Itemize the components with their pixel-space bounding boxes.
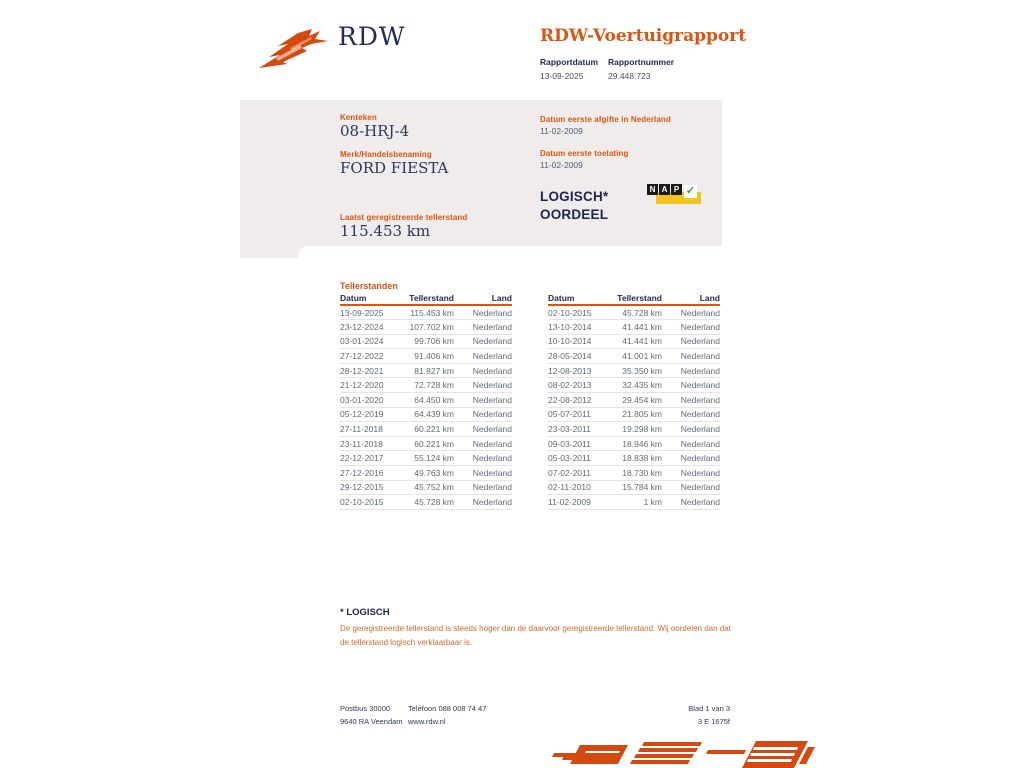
table-row: [340, 436, 512, 451]
tellerstand-cell: 49.763 km: [404, 466, 454, 481]
column-header-datum: Datum: [340, 292, 404, 305]
datum-cell: 05-03-2011: [548, 451, 612, 466]
table-row: [548, 480, 720, 495]
kenteken-label: Kenteken: [340, 113, 377, 122]
table-row: [548, 451, 720, 466]
land-cell: Nederland: [662, 363, 720, 378]
tellerstand-cell: 18.730 km: [612, 466, 662, 481]
tellerstand-cell: 115.453 km: [404, 305, 454, 320]
land-cell: Nederland: [454, 320, 512, 335]
table-row: [548, 466, 720, 481]
column-header-tellerstand: Tellerstand: [612, 292, 662, 305]
table-row: [548, 334, 720, 349]
tellerstand-cell: 64.439 km: [404, 407, 454, 422]
datum-cell: 12-08-2013: [548, 363, 612, 378]
land-cell: Nederland: [662, 393, 720, 408]
table-row: [340, 495, 512, 510]
tellerstand-cell: 1 km: [612, 495, 662, 510]
tellerstand-cell: 41.001 km: [612, 349, 662, 364]
tellerstand-cell: 64.450 km: [404, 393, 454, 408]
datum-cell: 05-07-2011: [548, 407, 612, 422]
tellerstanden-table-left: [340, 292, 512, 510]
tellerstand-cell: 45.728 km: [612, 305, 662, 320]
land-cell: Nederland: [454, 422, 512, 437]
table-row: [340, 320, 512, 335]
column-header-land: Land: [662, 292, 720, 305]
datum-cell: 23-03-2011: [548, 422, 612, 437]
land-cell: Nederland: [454, 349, 512, 364]
datum-cell: 28-12-2021: [340, 363, 404, 378]
table-row: [548, 378, 720, 393]
land-cell: Nederland: [662, 495, 720, 510]
toelating-value: 11-02-2009: [540, 160, 583, 170]
table-row: [340, 305, 512, 320]
table-row: [340, 334, 512, 349]
land-cell: Nederland: [454, 393, 512, 408]
table-row: [340, 378, 512, 393]
report-title: RDW-Voertuigrapport: [540, 26, 747, 46]
table-row: [340, 451, 512, 466]
report-number-block: [608, 57, 674, 81]
tellerstand-cell: 60.221 km: [404, 422, 454, 437]
tellerstand-label: Laatst geregistreerde tellerstand: [340, 213, 468, 222]
tellerstanden-heading: Tellerstanden: [340, 281, 398, 291]
table-row: [548, 436, 720, 451]
tellerstand-cell: 35.350 km: [612, 363, 662, 378]
datum-cell: 02-10-2015: [548, 305, 612, 320]
table-row: [340, 393, 512, 408]
footer-pagination: [590, 702, 730, 728]
land-cell: Nederland: [662, 436, 720, 451]
land-cell: Nederland: [662, 407, 720, 422]
datum-cell: 02-11-2010: [548, 480, 612, 495]
land-cell: Nederland: [454, 407, 512, 422]
report-date-label: Rapportdatum: [540, 57, 599, 67]
land-cell: Nederland: [662, 305, 720, 320]
land-cell: Nederland: [454, 436, 512, 451]
table-row: [340, 349, 512, 364]
datum-cell: 29-12-2015: [340, 480, 404, 495]
tellerstand-cell: 99.706 km: [404, 334, 454, 349]
datum-cell: 22-12-2017: [340, 451, 404, 466]
report-number-label: Rapportnummer: [608, 57, 675, 67]
land-cell: Nederland: [662, 466, 720, 481]
datum-cell: 21-12-2020: [340, 378, 404, 393]
datum-cell: 27-11-2018: [340, 422, 404, 437]
datum-cell: 03-01-2020: [340, 393, 404, 408]
datum-cell: 13-09-2025: [340, 305, 404, 320]
table-row: [340, 480, 512, 495]
datum-cell: 22-08-2012: [548, 393, 612, 408]
footer-website: www.rdw.nl: [408, 717, 446, 726]
land-cell: Nederland: [454, 480, 512, 495]
table-row: [548, 363, 720, 378]
tellerstand-cell: 15.784 km: [612, 480, 662, 495]
nap-letter-a: A: [659, 184, 670, 195]
tellerstand-cell: 41.441 km: [612, 320, 662, 335]
column-header-datum: Datum: [548, 292, 612, 305]
land-cell: Nederland: [454, 451, 512, 466]
tellerstand-cell: 29.454 km: [612, 393, 662, 408]
land-cell: Nederland: [662, 422, 720, 437]
table-row: [548, 407, 720, 422]
tellerstand-cell: 18.838 km: [612, 451, 662, 466]
table-row: [548, 320, 720, 335]
table-row: [340, 466, 512, 481]
afgifte-value: 11-02-2009: [540, 126, 583, 136]
tellerstand-cell: 60.221 km: [404, 436, 454, 451]
panel-step-mask: [298, 246, 722, 258]
oordeel-text: [540, 188, 608, 224]
datum-cell: 28-05-2014: [548, 349, 612, 364]
datum-cell: 03-01-2024: [340, 334, 404, 349]
tellerstand-cell: 55.124 km: [404, 451, 454, 466]
land-cell: Nederland: [454, 334, 512, 349]
datum-cell: 08-02-2013: [548, 378, 612, 393]
nap-logo: [647, 184, 705, 206]
logisch-explanation-heading: * LOGISCH: [340, 607, 390, 618]
tellerstand-cell: 32.435 km: [612, 378, 662, 393]
footer-address-line1: Postbus 30000: [340, 704, 391, 713]
tellerstand-cell: 72.728 km: [404, 378, 454, 393]
datum-cell: 27-12-2022: [340, 349, 404, 364]
table-row: [340, 407, 512, 422]
nap-letter-p: P: [671, 184, 682, 195]
land-cell: Nederland: [662, 349, 720, 364]
datum-cell: 05-12-2019: [340, 407, 404, 422]
datum-cell: 13-10-2014: [548, 320, 612, 335]
land-cell: Nederland: [662, 480, 720, 495]
report-number-value: 29.448.723: [608, 71, 651, 81]
table-row: [340, 422, 512, 437]
tellerstand-cell: 41.441 km: [612, 334, 662, 349]
merk-value: FORD FIESTA: [340, 159, 449, 177]
land-cell: Nederland: [454, 466, 512, 481]
datum-cell: 23-11-2018: [340, 436, 404, 451]
land-cell: Nederland: [662, 334, 720, 349]
column-header-land: Land: [454, 292, 512, 305]
tellerstand-cell: 91.406 km: [404, 349, 454, 364]
tellerstand-cell: 107.702 km: [404, 320, 454, 335]
tellerstand-cell: 45.752 km: [404, 480, 454, 495]
table-row: [340, 363, 512, 378]
datum-cell: 07-02-2011: [548, 466, 612, 481]
footer-contact: [408, 702, 486, 728]
datum-cell: 09-03-2011: [548, 436, 612, 451]
land-cell: Nederland: [454, 305, 512, 320]
tellerstand-cell: 81.827 km: [404, 363, 454, 378]
footer-phone: Telefoon 088 008 74 47: [408, 704, 487, 713]
datum-cell: 02-10-2015: [340, 495, 404, 510]
table-row: [548, 422, 720, 437]
table-row: [548, 495, 720, 510]
land-cell: Nederland: [454, 495, 512, 510]
footer-address: [340, 702, 403, 728]
datum-cell: 11-02-2009: [548, 495, 612, 510]
afgifte-label: Datum eerste afgifte in Nederland: [540, 115, 671, 124]
tellerstand-value: 115.453 km: [340, 222, 431, 240]
vehicle-summary-panel: [240, 100, 722, 258]
nap-letter-n: N: [647, 184, 658, 195]
tellerstanden-table-right: [548, 292, 720, 510]
footer-page-number: Blad 1 van 3: [688, 704, 730, 713]
land-cell: Nederland: [662, 451, 720, 466]
datum-cell: 27-12-2016: [340, 466, 404, 481]
rdw-logo-bird-icon: [256, 24, 332, 72]
toelating-label: Datum eerste toelating: [540, 149, 629, 158]
table-row: [548, 393, 720, 408]
oordeel-line1: LOGISCH*: [540, 189, 609, 204]
tellerstand-cell: 19.298 km: [612, 422, 662, 437]
tellerstand-cell: 18.946 km: [612, 436, 662, 451]
report-date-block: [540, 57, 598, 81]
land-cell: Nederland: [454, 363, 512, 378]
datum-cell: 10-10-2014: [548, 334, 612, 349]
logisch-explanation-text: De geregistreerde tellerstand is steeds hoger dan de daarvoor geregistreerde tellerstand. Wij oordelen dan dat de tellerstand logisch verklaarbaar is.: [340, 624, 731, 647]
footer-form-code: 3 E 1675f: [697, 717, 730, 726]
footer-address-line2: 9640 RA Veendam: [340, 717, 403, 726]
table-row: [548, 305, 720, 320]
tellerstand-cell: 21.805 km: [612, 407, 662, 422]
report-date-value: 13-09-2025: [540, 71, 584, 81]
table-row: [548, 349, 720, 364]
tellerstand-cell: 45.728 km: [404, 495, 454, 510]
oordeel-line2: OORDEEL: [540, 207, 609, 222]
land-cell: Nederland: [662, 320, 720, 335]
rdw-wordmark: RDW: [338, 22, 406, 51]
kenteken-value: 08-HRJ-4: [340, 122, 410, 140]
column-header-tellerstand: Tellerstand: [404, 292, 454, 305]
datum-cell: 23-12-2024: [340, 320, 404, 335]
nap-check-icon: ✓: [685, 185, 696, 197]
merk-label: Merk/Handelsbenaming: [340, 150, 432, 159]
land-cell: Nederland: [454, 378, 512, 393]
speed-stripes-graphic: [540, 737, 815, 768]
land-cell: Nederland: [662, 378, 720, 393]
